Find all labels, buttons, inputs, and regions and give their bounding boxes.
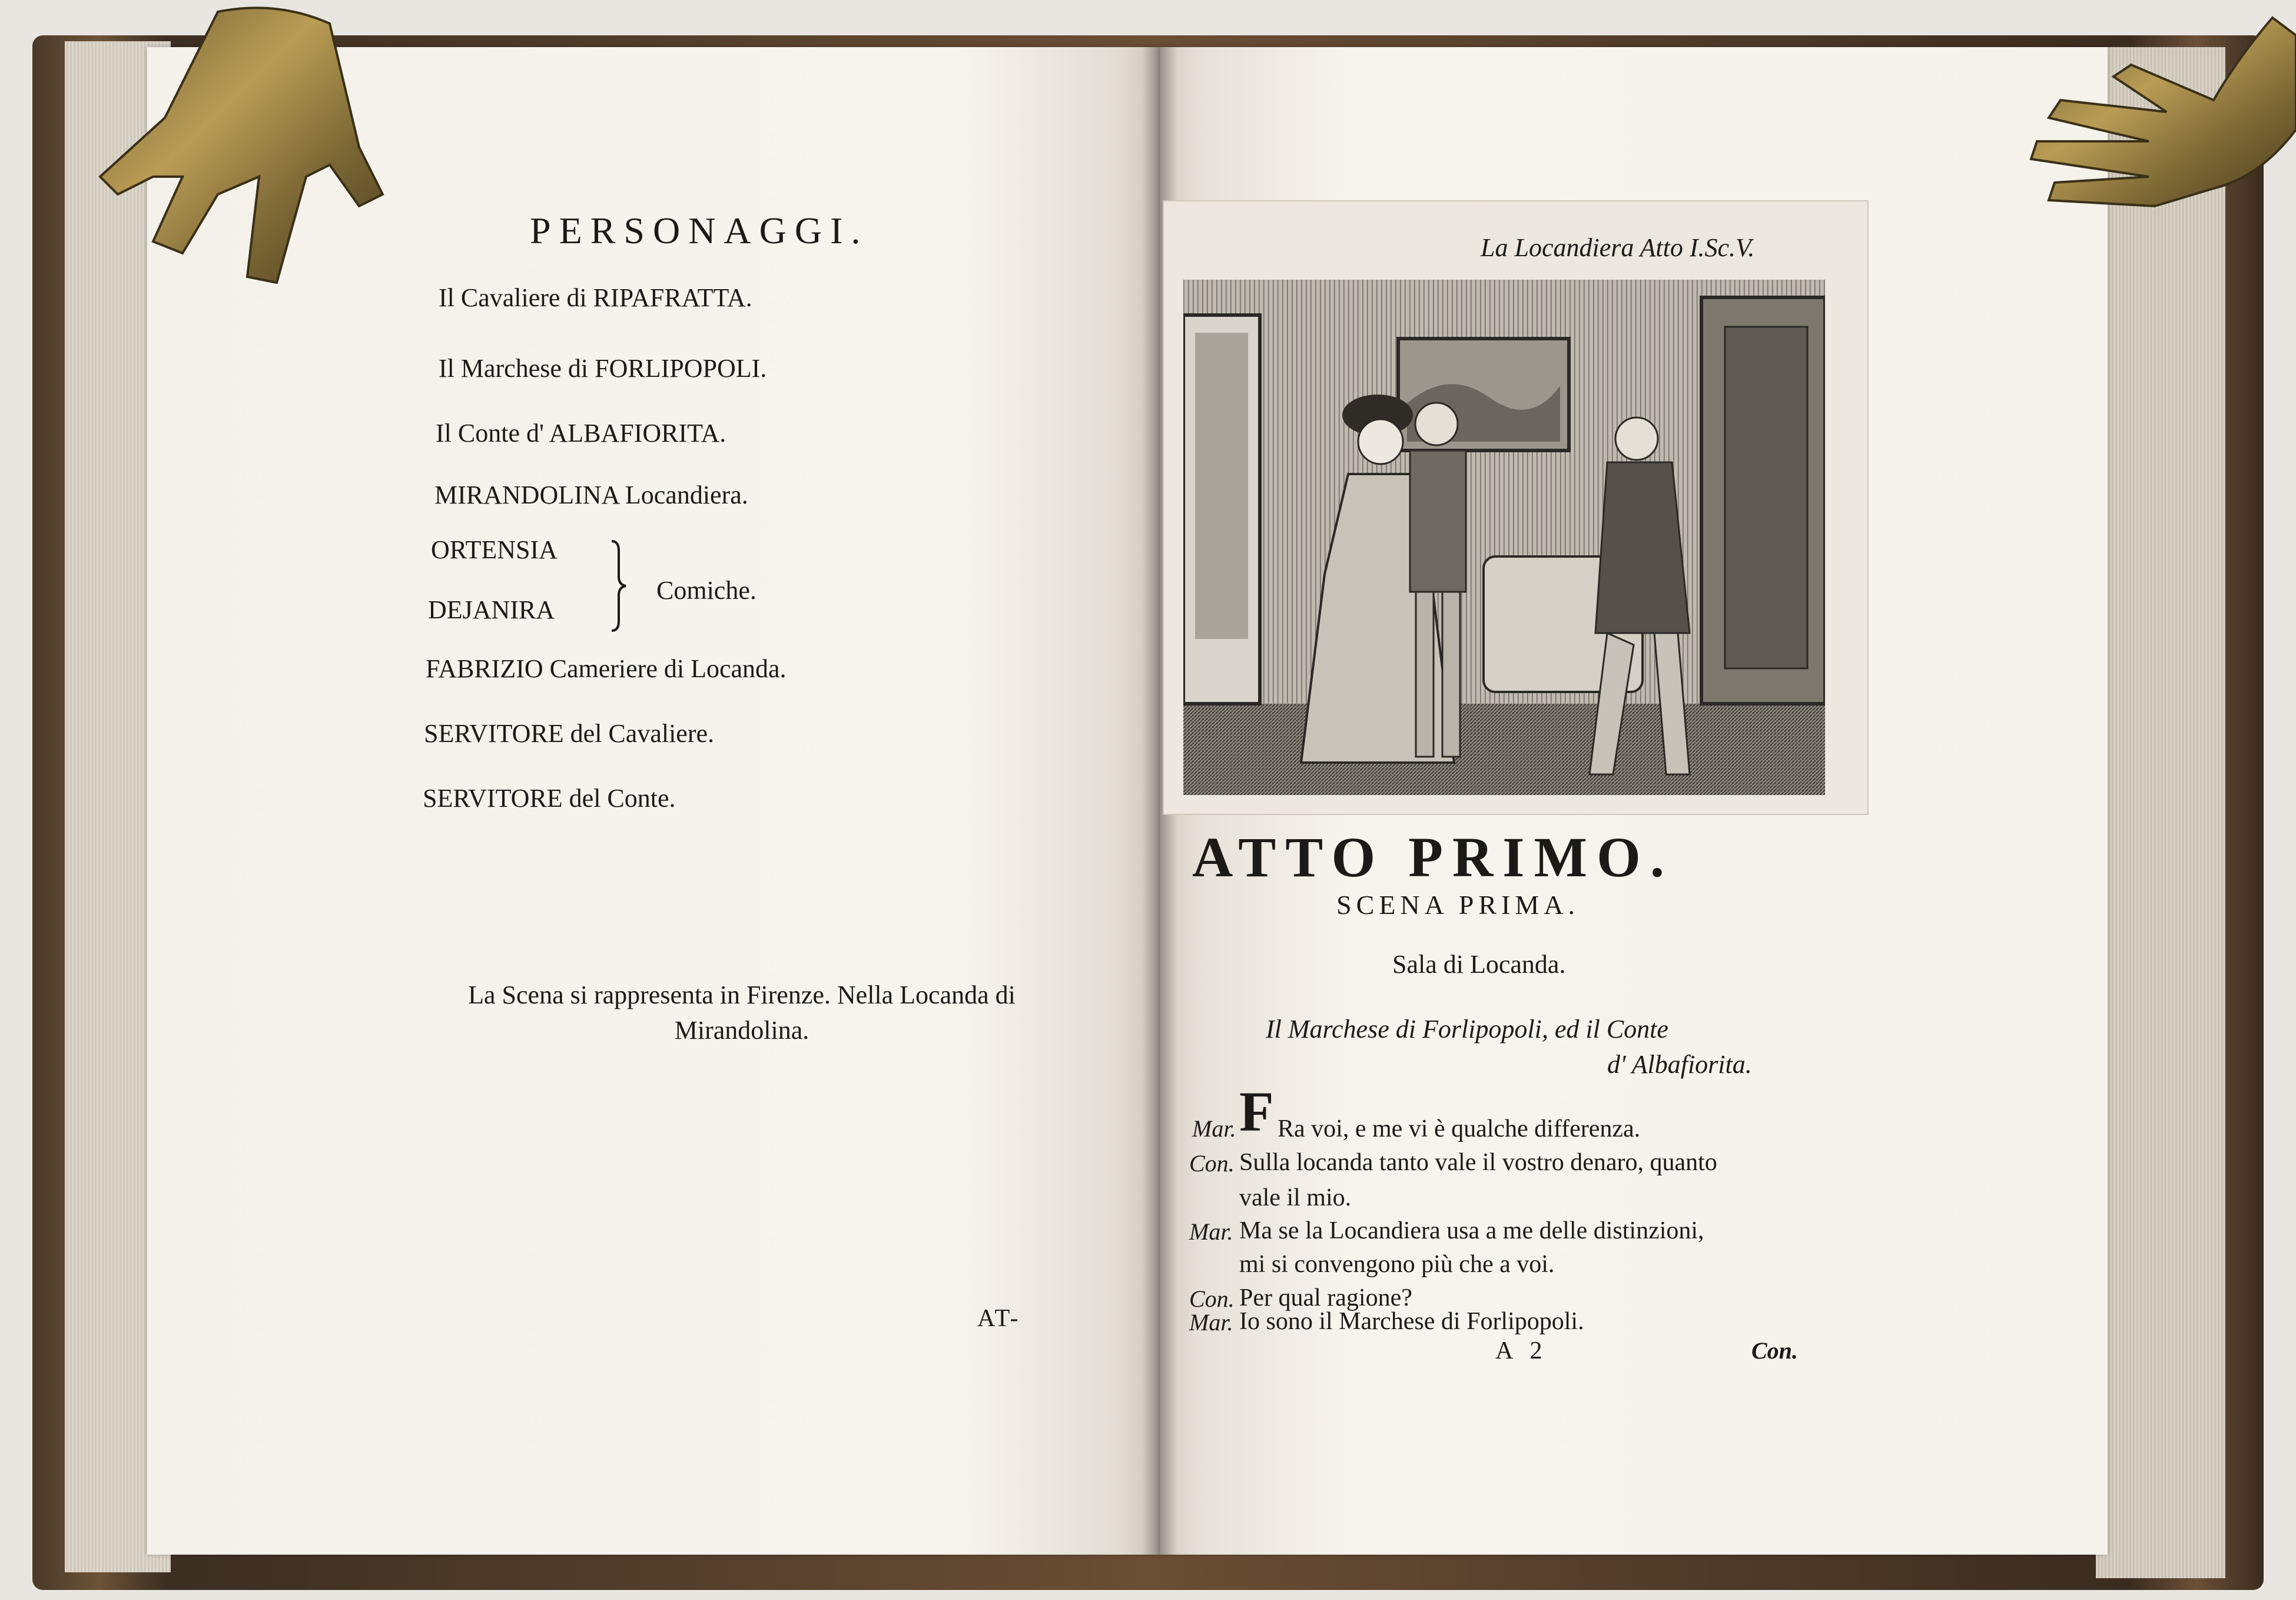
brass-hand-weight-left-icon (82, 0, 400, 306)
scene-characters-line-1: Il Marchese di Forlipopoli, ed il Conte (1266, 1015, 1668, 1044)
speaker-label: Con. (1189, 1150, 1235, 1177)
scene-characters-line-2: d' Albafiorita. (1607, 1050, 1752, 1079)
dialogue-line: Io sono il Marchese di Forlipopoli. (1239, 1308, 1584, 1335)
cast-item-conte: Il Conte d' ALBAFIORITA. (436, 419, 726, 448)
cast-item-servitore-cavaliere: SERVITORE del Cavaliere. (424, 719, 715, 748)
dialogue-line: mi si convengono più che a voi. (1239, 1251, 1555, 1278)
dialogue-line: Per qual ragione? (1239, 1284, 1412, 1311)
speaker-label: Mar. (1192, 1115, 1236, 1142)
dialogue-line: Sulla locanda tanto vale il vostro denaro, quanto (1239, 1149, 1717, 1176)
cast-item-cavaliere: Il Cavaliere di RIPAFRATTA. (439, 283, 752, 312)
catchword-right: Con. (1751, 1337, 1798, 1364)
cast-item-mirandolina: MIRANDOLINA Locandiera. (434, 481, 748, 509)
scene-title: SCENA PRIMA. (1336, 890, 1580, 920)
scene-place: Sala di Locanda. (1392, 950, 1566, 979)
scene-note: La Scena si rappresenta in Firenze. Nella Locanda di Mirandolina. (468, 980, 1016, 1045)
cast-item-dejanira: DEJANIRA (428, 595, 555, 624)
dialogue-line: Ma se la Locandiera usa a me delle distinzioni, (1239, 1217, 1704, 1244)
drop-cap: F (1239, 1080, 1274, 1143)
cast-item-ortensia: ORTENSIA (431, 535, 558, 564)
page-title: PERSONAGGI. (530, 210, 869, 251)
dialogue-line: vale il mio. (1239, 1184, 1352, 1211)
plate-caption: La Locandiera Atto I.Sc.V. (1481, 233, 1755, 262)
act-title: ATTO PRIMO. (1192, 826, 1674, 889)
brace-icon (609, 539, 627, 633)
cast-item-fabrizio: FABRIZIO Cameriere di Locanda. (426, 654, 787, 683)
speaker-label: Mar. (1189, 1218, 1233, 1245)
brass-hand-weight-right-icon (1978, 12, 2296, 283)
cast-item-servitore-conte: SERVITORE del Conte. (423, 784, 676, 813)
catchword-left: AT- (977, 1305, 1021, 1332)
speaker-label: Con. (1189, 1286, 1235, 1312)
dialogue-line: Ra voi, e me vi è qualche differenza. (1278, 1115, 1641, 1142)
cast-item-marchese: Il Marchese di FORLIPOPOLI. (439, 354, 767, 383)
engraving-illustration (1183, 280, 1825, 795)
signature-mark: A 2 (1495, 1337, 1548, 1364)
speaker-label: Mar. (1189, 1309, 1233, 1336)
brace-label: Comiche. (656, 576, 757, 605)
